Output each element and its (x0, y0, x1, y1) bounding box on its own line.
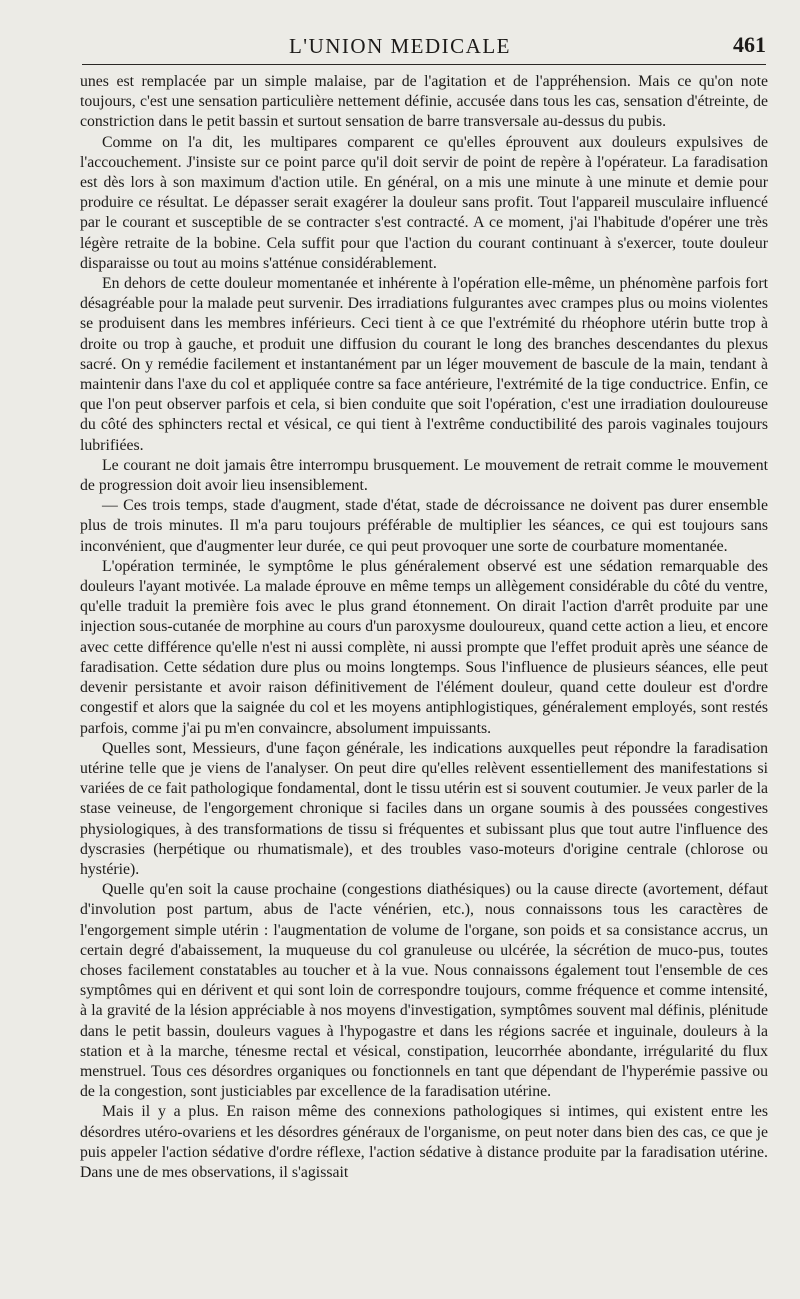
body-text (80, 72, 768, 1183)
paragraph: Quelles sont, Messieurs, d'une façon générale, les indications auxquelles peut répondre la faradisation utérine telle que je viens de l'analyser. On peut dire qu'elles relèvent essentiellement des manifestations si variées de ce fait pathologique fondamental, dont le tissu utérin est si souvent coutumier. Je veux parler de la stase veineuse, de l'engorgement chronique si faciles dans un organe soumis à des poussées congestives physiologiques, à des transformations de tissu si fréquentes et subissant plus que tout autre l'influence des dyscrasies (herpétique ou rhumatismale), et des troubles vaso-moteurs d'origine centrale (chlorose ou hystérie). (80, 739, 768, 878)
paragraph: Comme on l'a dit, les multipares comparent ce qu'elles éprouvent aux douleurs expulsives de l'accouchement. J'insiste sur ce point parce qu'il doit servir de point de repère à l'opérateur. La faradisation est dès lors à son maximum d'action utile. En général, on a mis une minute à une minute et demie pour produire ce résultat. Le dépasser serait exagérer la douleur sans profit. Tout l'appareil musculaire influencé par le courant et susceptible de se contracter s'est contracté. A ce moment, j'ai l'habitude d'opérer une très légère retraite de la bobine. Cela suffit pour que l'action du courant continuant à s'exercer, toute douleur disparaisse ou tout au moins s'atténue considérablement. (80, 133, 768, 272)
running-title: L'UNION MEDICALE (288, 34, 511, 58)
paragraph: — Ces trois temps, stade d'augment, stade d'état, stade de décroissance ne doivent pas durer ensemble plus de trois minutes. Il m'a paru toujours préférable de multiplier les séances, ce qui est toujours sans inconvénient, que d'augmenter leur durée, ce qui peut provoquer une sorte de courbature momentanée. (80, 497, 768, 555)
paragraph: Mais il y a plus. En raison même des connexions pathologiques si intimes, qui existent entre les désordres utéro-ovariens et les désordres généraux de l'organisme, on peut noter dans bien des cas, ce que je puis appeler l'action sédative d'ordre réflexe, l'action sédative à distance produite par la faradisation utérine. Dans une de mes observations, il s'agissait (80, 1103, 768, 1181)
paragraph: Le courant ne doit jamais être interrompu brusquement. Le mouvement de retrait comme le mouvement de progression doit avoir lieu insensiblement. (80, 456, 768, 495)
paragraph: unes est remplacée par un simple malaise, par de l'agitation et de l'appréhension. Mais ce qu'on note toujours, c'est une sensation particulière nettement définie, accusée dans tous les cas, sensation d'étreinte, de constriction dans le petit bassin et surtout sensation de barre transversale au-dessus du pubis. (80, 73, 768, 131)
paragraph: En dehors de cette douleur momentanée et inhérente à l'opération elle-même, un phénomène parfois fort désagréable pour la malade peut survenir. Des irradiations fulgurantes avec crampes plus ou moins violentes se produisent dans les membres inférieurs. Ceci tient à ce que l'extrémité du rhéophore utérin butte trop à droite ou trop à gauche, et produit une diffusion du courant le long des branches descendantes du plexus sacré. On y remédie facilement et instantanément par un léger mouvement de bascule de la main, tendant à maintenir dans l'axe du col et appliquée contre sa face antérieure, l'extrémité de la tige conductrice. Enfin, ce que l'on peut observer parfois et cela, si bien conduite que soit l'opération, c'est une irradiation douloureuse du côté des sphincters rectal et vésical, ce qui tient à l'extrême conductibilité des parois vaginales toujours lubrifiées. (80, 275, 768, 454)
page-number: 461 (733, 32, 766, 57)
paragraph: L'opération terminée, le symptôme le plus généralement observé est une sédation remarquable des douleurs l'ayant motivée. La malade éprouve en même temps un allègement considérable du côté du ventre, qu'elle traduit la première fois avec le plus grand étonnement. On dirait l'action d'arrêt produite par une injection sous-cutanée de morphine au cours d'un paroxysme douloureux, quand cette action a lieu, et encore avec cette différence qu'elle n'est ni aussi complète, ni aussi prompte que l'effet produit après une séance de faradisation. Cette sédation dure plus ou moins longtemps. Sous l'influence de plusieurs séances, elle peut devenir persistante et avoir raison définitivement de l'élément douleur, quand cette douleur est d'ordre congestif et alors que la saignée du col et les moyens antiphlogistiques, généralement employés, sont restés parfois, comme j'ai pu m'en convaincre, absolument impuissants. (80, 557, 768, 737)
page-header (0, 28, 800, 62)
paragraph: Quelle qu'en soit la cause prochaine (congestions diathésiques) ou la cause directe (avortement, défaut d'involution post partum, abus de l'acte vénérien, etc.), nous connaissons tous les caractères de l'engorgement simple utérin : l'augmentation de volume de l'organe, son poids et sa consistance accrus, un certain degré d'abaissement, la muqueuse du col granuleuse ou ulcérée, la sécrétion de muco-pus, toutes choses facilement constatables au toucher et à la vue. Nous connaissons également tout l'ensemble de ces symptômes qui en dérivent et qui sont loin de correspondre toujours, comme fréquence et comme intensité, à la gravité de la lésion appréciable à nos moyens d'investigation, symptômes souvent mal définis, plénitude dans le petit bassin, douleurs vagues à l'hypogastre et dans les régions sacrée et inguinale, douleurs à la station et à la marche, ténesme rectal et vésical, constipation, leucorrhée abondante, irrégularité du flux menstruel. Tous ces désordres organiques ou fonctionnels en tant que dépendant de l'hyperémie passive ou de la congestion, sont justiciables par excellence de la faradisation utérine. (80, 881, 768, 1101)
header-rule (82, 64, 766, 65)
